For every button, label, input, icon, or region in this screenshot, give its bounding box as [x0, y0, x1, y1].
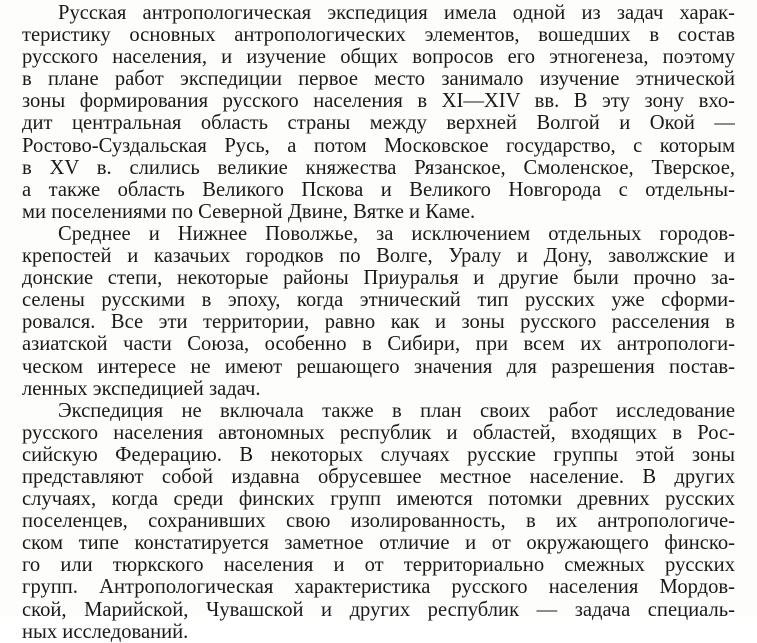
text-line: донские степи, некоторые районы Приуралья и другие были прочно за-: [22, 267, 735, 290]
text-line: крепостей и казачьих городков по Волге, Уралу и Дону, заволжские и: [22, 245, 735, 268]
text-line: дит центральная область страны между верхней Волгой и Окой —: [22, 112, 735, 135]
text-line: представляют собой издавна обрусевшее местное население. В других: [22, 465, 735, 488]
text-line: ленных экспедицией задач.: [22, 377, 261, 400]
text-line: Экспедиция не включала также в план своих работ исследование: [58, 399, 735, 422]
text-line: в плане работ экспедиции первое место занимало изучение этнической: [22, 68, 735, 91]
text-line: теристику основных антропологических элементов, вошедших в состав: [22, 24, 735, 47]
text-line: сийскую Федерацию. В некоторых случаях русские группы этой зоны: [22, 443, 735, 466]
text-line: русского населения автономных республик и областей, входящих в Рос-: [22, 421, 735, 444]
text-line: го или тюркского населения и от территориально смежных русских: [22, 554, 735, 577]
text-line: ской, Марийской, Чувашской и других республик — задача специаль-: [22, 598, 735, 621]
text-line: ческом интересе не имеют решающего значения для разрешения постав-: [22, 355, 735, 378]
text-line: случаях, когда среди финских групп имеются потомки древних русских: [22, 488, 735, 511]
paragraph-1: [22, 2, 735, 223]
text-line: ных исследований.: [22, 620, 189, 643]
paragraph-3: [22, 400, 735, 643]
text-line: азиатской части Союза, особенно в Сибири, при всем их антропологи-: [22, 333, 735, 356]
text-line: ровался. Все эти территории, равно как и зоны русского расселения в: [22, 311, 735, 334]
paragraph-2: [22, 223, 735, 400]
text-line: ском типе констатируется заметное отличие и от окружающего финско-: [22, 532, 735, 555]
text-line: Русская антропологическая экспедиция имела одной из задач харак-: [58, 2, 735, 24]
text-line: а также область Великого Пскова и Великого Новгорода с отдельны-: [22, 178, 735, 201]
text-line: селены русскими в эпоху, когда этнический тип русских уже сформи-: [22, 289, 735, 312]
text-line: Среднее и Нижнее Поволжье, за исключением отдельных городов-: [58, 222, 735, 245]
text-line: русского населения, и изучение общих вопросов его этногенеза, поэтому: [22, 46, 735, 69]
text-line: поселенцев, сохранивших свою изолированность, в их антропологиче-: [22, 510, 735, 533]
text-line: ми поселениями по Северной Двине, Вятке и Каме.: [22, 200, 476, 223]
text-line: групп. Антропологическая характеристика русского населения Мордов-: [22, 576, 735, 599]
text-line: Ростово-Суздальская Русь, а потом Московское государство, с которым: [22, 134, 735, 157]
text-line: зоны формирования русского населения в XI—XIV вв. В эту зону вхо-: [22, 90, 735, 113]
text-line: в XV в. слились великие княжества Рязанское, Смоленское, Тверское,: [22, 156, 735, 179]
